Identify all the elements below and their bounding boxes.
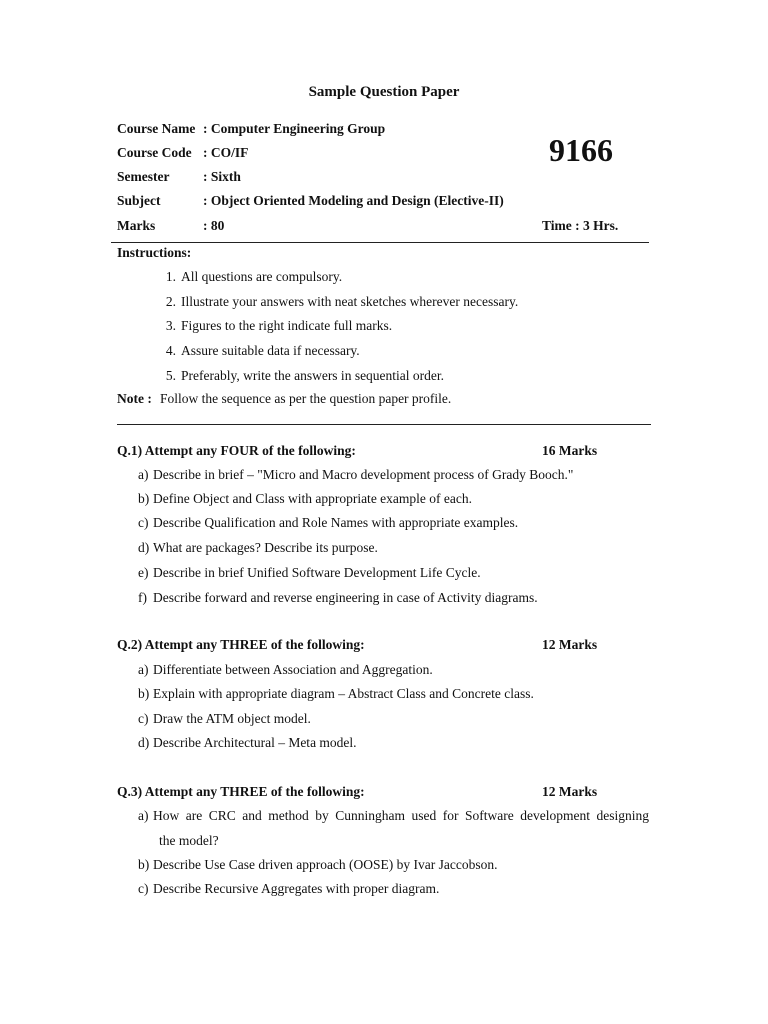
page-title: Sample Question Paper: [308, 84, 460, 100]
sub-question-text: Describe Qualification and Role Names with appropriate examples.: [153, 515, 519, 530]
sub-question-text: Define Object and Class with appropriate example of each.: [153, 491, 473, 506]
time-label: Time : 3 Hrs.: [542, 218, 619, 233]
subject-value: : Object Oriented Modeling and Design (Elective-II): [203, 193, 504, 208]
instructions-divider: [117, 424, 651, 425]
subject-label: Subject: [117, 193, 161, 208]
sub-question-text: What are packages? Describe its purpose.: [153, 540, 378, 555]
sub-question-continuation: the model?: [159, 833, 219, 848]
question-heading: Q.3) Attempt any THREE of the following:: [117, 784, 365, 799]
sub-question-letter: b): [138, 857, 150, 872]
course-code-label: Course Code: [117, 145, 192, 160]
sub-question-letter: c): [138, 515, 149, 530]
sub-question-text: Describe Use Case driven approach (OOSE) by Ivar Jaccobson.: [153, 857, 498, 872]
instruction-number: 2.: [165, 294, 176, 309]
sub-question-letter: c): [138, 881, 149, 896]
question-marks: 12 Marks: [542, 784, 598, 799]
sub-question-text: Describe Architectural – Meta model.: [153, 735, 357, 750]
course-code-value: : CO/IF: [203, 145, 249, 160]
sub-question-text: Describe forward and reverse engineering in case of Activity diagrams.: [153, 590, 538, 605]
instruction-number: 3.: [165, 318, 176, 333]
instruction-number: 4.: [165, 343, 176, 358]
sub-question-text: Describe in brief – "Micro and Macro development process of Grady Booch.": [153, 467, 574, 482]
question-heading: Q.1) Attempt any FOUR of the following:: [117, 443, 356, 458]
sub-question-letter: c): [138, 711, 149, 726]
instruction-text: Preferably, write the answers in sequential order.: [181, 368, 445, 383]
header-divider: [111, 242, 649, 243]
note-text: Follow the sequence as per the question paper profile.: [160, 391, 452, 406]
sub-question-letter: a): [138, 808, 149, 823]
instruction-number: 5.: [165, 368, 176, 383]
instruction-text: Figures to the right indicate full marks.: [181, 318, 393, 333]
note-label: Note :: [117, 391, 152, 406]
question-marks: 12 Marks: [542, 637, 598, 652]
semester-value: : Sixth: [203, 169, 241, 184]
sub-question-text: Draw the ATM object model.: [153, 711, 311, 726]
sub-question-text: Describe Recursive Aggregates with proper diagram.: [153, 881, 440, 896]
sub-question-letter: d): [138, 735, 150, 750]
marks-value: : 80: [203, 218, 225, 233]
sub-question-letter: d): [138, 540, 150, 555]
question-heading: Q.2) Attempt any THREE of the following:: [117, 637, 365, 652]
instruction-number: 1.: [165, 269, 176, 284]
sub-question-text: Differentiate between Association and Aggregation.: [153, 662, 433, 677]
sub-question-letter: b): [138, 686, 150, 701]
course-name-label: Course Name: [117, 121, 196, 136]
sub-question-text: Describe in brief Unified Software Development Life Cycle.: [153, 565, 481, 580]
sub-question-text: How are CRC and method by Cunningham used for Software development designing: [153, 808, 649, 823]
course-name-value: : Computer Engineering Group: [203, 121, 386, 136]
sub-question-text: Explain with appropriate diagram – Abstract Class and Concrete class.: [153, 686, 534, 701]
sub-question-letter: e): [138, 565, 149, 580]
sub-question-letter: a): [138, 662, 149, 677]
instruction-text: All questions are compulsory.: [181, 269, 343, 284]
instruction-text: Illustrate your answers with neat sketches wherever necessary.: [181, 294, 519, 309]
semester-label: Semester: [117, 169, 170, 184]
instruction-text: Assure suitable data if necessary.: [181, 343, 360, 358]
sub-question-letter: b): [138, 491, 150, 506]
marks-label: Marks: [117, 218, 156, 233]
question-marks: 16 Marks: [542, 443, 598, 458]
paper-code: 9166: [549, 132, 613, 168]
sub-question-letter: a): [138, 467, 149, 482]
instructions-heading: Instructions:: [117, 245, 192, 260]
sub-question-letter: f): [138, 590, 147, 605]
